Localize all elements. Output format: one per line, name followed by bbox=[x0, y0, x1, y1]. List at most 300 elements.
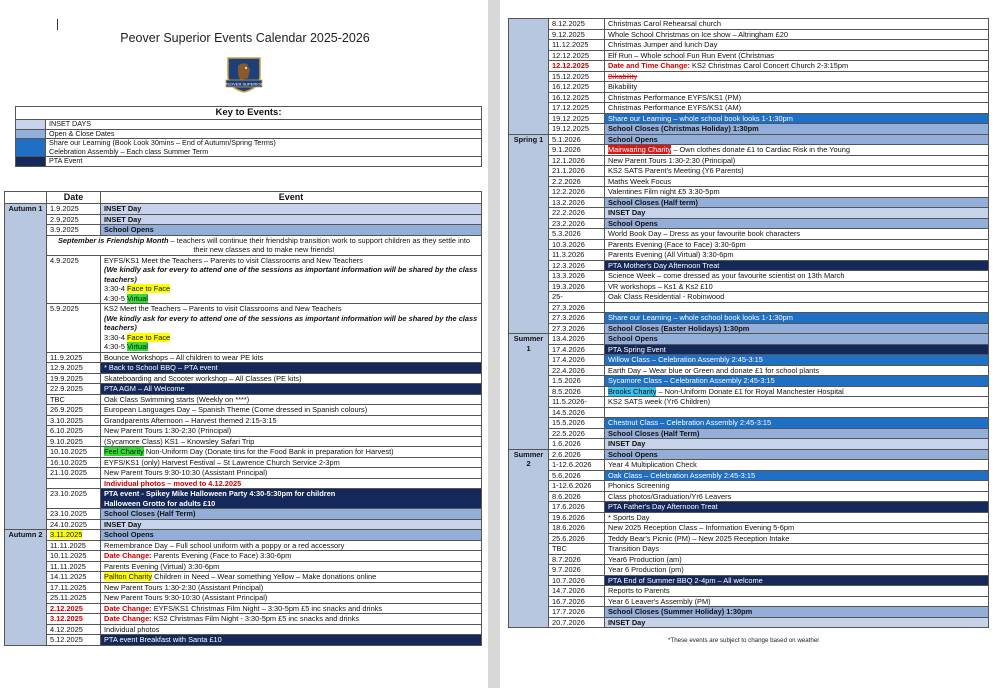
table-row bbox=[509, 71, 989, 82]
event-cell bbox=[605, 250, 989, 261]
event-cell bbox=[605, 40, 989, 51]
event-text: PTA Father's Day Afternoon Treat bbox=[608, 502, 718, 511]
table-row bbox=[509, 29, 989, 40]
table-row bbox=[5, 489, 482, 509]
event-text: EYFS/KS1 (only) Harvest Festival – St Lawrence Church Service 2-3pm bbox=[104, 457, 340, 467]
date-cell: 20.7.2026 bbox=[549, 617, 605, 628]
svg-text:PEOVER SUPERIOR: PEOVER SUPERIOR bbox=[224, 81, 264, 87]
session-time: 4:30-5 bbox=[104, 293, 128, 303]
event-cell bbox=[605, 617, 989, 628]
event-text: Bounce Workshops – All children to wear PE kits bbox=[104, 352, 264, 362]
page-title: Peover Superior Events Calendar 2025-2026 bbox=[120, 31, 370, 45]
event-cell bbox=[605, 460, 989, 471]
event-text: Parents Evening (All Virtual) 3:30-6pm bbox=[608, 250, 734, 259]
table-row bbox=[509, 355, 989, 366]
table-row bbox=[509, 103, 989, 114]
event-text: PTA Mother's Day Afternoon Treat bbox=[608, 260, 720, 270]
event-note: (We kindly ask for every to attend one of the sessions as important information will be shared by the class teachers) bbox=[104, 265, 478, 284]
event-cell bbox=[605, 29, 989, 40]
table-row bbox=[5, 457, 482, 468]
event-text: Christmas Performance EYFS/KS1 (PM) bbox=[608, 92, 742, 102]
event-text: Whole School Christmas on Ice show – Altringham £20 bbox=[608, 29, 788, 39]
date-cell: 9.10.2025 bbox=[47, 436, 101, 447]
table-row bbox=[509, 586, 989, 597]
event-text: * Back to School BBQ – PTA event bbox=[104, 363, 218, 372]
date-cell: 19.3.2026 bbox=[549, 281, 605, 292]
event-text: Parents Evening (Face to Face) 3:30-6pm bbox=[608, 239, 746, 249]
date-cell: 19.12.2025 bbox=[549, 124, 605, 135]
event-text: INSET Day bbox=[608, 617, 646, 627]
event-cell bbox=[101, 405, 482, 416]
date-cell: 21.10.2025 bbox=[47, 468, 101, 479]
event-cell bbox=[605, 271, 989, 282]
event-cell bbox=[605, 502, 989, 513]
event-cell bbox=[605, 607, 989, 618]
event-text: New Parent Tours 1:30-2:30 (Assistant Principal) bbox=[104, 582, 264, 592]
event-text: EYFS/KS1 Christmas Film Night – 3:30-5pm £5 inc snacks and drinks bbox=[151, 603, 383, 613]
date-highlight: 3.11.2025 bbox=[50, 530, 83, 539]
table-row bbox=[5, 214, 482, 225]
event-cell bbox=[605, 491, 989, 502]
event-cell bbox=[605, 386, 989, 397]
date-cell: 25.11.2025 bbox=[47, 593, 101, 604]
table-row bbox=[509, 176, 989, 187]
event-cell bbox=[605, 575, 989, 586]
table-row bbox=[509, 481, 989, 492]
table-row bbox=[5, 593, 482, 604]
date-cell: 17.4.2026 bbox=[549, 344, 605, 355]
event-text: Oak Class Swimming starts (Weekly on ****) bbox=[104, 394, 250, 404]
event-cell bbox=[101, 436, 482, 447]
event-text: Individual photos – moved to 4.12.2025 bbox=[104, 478, 242, 488]
date-cell: 17.12.2025 bbox=[549, 103, 605, 114]
date-cell: 4.12.2025 bbox=[47, 624, 101, 635]
table-row bbox=[509, 208, 989, 219]
event-cell bbox=[605, 313, 989, 324]
table-row bbox=[5, 426, 482, 437]
date-cell: 17.6.2026 bbox=[549, 502, 605, 513]
date-cell bbox=[47, 530, 101, 541]
table-row bbox=[509, 365, 989, 376]
event-cell bbox=[101, 478, 482, 489]
session-time: 4:30-5 bbox=[104, 342, 128, 351]
event-cell bbox=[605, 166, 989, 177]
event-text: INSET Day bbox=[104, 519, 142, 529]
date-cell: 5.9.2025 bbox=[47, 304, 101, 353]
event-text: New Parent Tours 9:30-10:30 (Assistant Principal) bbox=[104, 468, 268, 477]
event-text: Christmas Jumper and lunch Day bbox=[608, 40, 718, 49]
date-cell: 26.9.2025 bbox=[47, 405, 101, 416]
event-cell bbox=[605, 239, 989, 250]
event-text: New Parent Tours 1:30-2:30 (Principal) bbox=[104, 426, 232, 435]
table-row bbox=[5, 204, 482, 215]
event-text: Phonics Screening bbox=[608, 481, 670, 490]
charity-highlight: Mainwaring Charity bbox=[608, 145, 672, 154]
date-cell: 24.10.2025 bbox=[47, 519, 101, 530]
date-cell: 22.2.2026 bbox=[549, 208, 605, 219]
date-cell: 13.2.2026 bbox=[549, 197, 605, 208]
table-row bbox=[509, 134, 989, 145]
table-row bbox=[5, 572, 482, 583]
event-text: New Parent Tours 1:30-2:30 (Principal) bbox=[608, 155, 736, 165]
table-row bbox=[5, 255, 482, 304]
event-cell bbox=[605, 187, 989, 198]
event-text: School Opens bbox=[608, 134, 658, 144]
table-row bbox=[509, 271, 989, 282]
event-cell bbox=[101, 624, 482, 635]
event-cell bbox=[101, 593, 482, 604]
table-row bbox=[509, 292, 989, 303]
event-cell bbox=[605, 197, 989, 208]
date-cell: 15.12.2025 bbox=[549, 71, 605, 82]
event-text: (Sycamore Class) KS1 – Knowsley Safari Trip bbox=[104, 436, 255, 446]
event-text-struck: Bikability bbox=[608, 71, 638, 81]
event-cell bbox=[605, 50, 989, 61]
event-cell bbox=[605, 260, 989, 271]
event-text: Grandparents Afternoon – Harvest themed 2:15-3:15 bbox=[104, 415, 277, 425]
table-row bbox=[509, 554, 989, 565]
table-row bbox=[509, 565, 989, 576]
event-cell bbox=[101, 255, 482, 304]
date-cell: 17.7.2026 bbox=[549, 607, 605, 618]
event-text: INSET Day bbox=[104, 214, 142, 224]
table-row bbox=[509, 407, 989, 418]
date-cell: 22.5.2026 bbox=[549, 428, 605, 439]
date-cell: 11.11.2025 bbox=[47, 561, 101, 572]
date-cell: 23.10.2025 bbox=[47, 489, 101, 509]
table-row bbox=[5, 509, 482, 520]
date-cell: 5.12.2025 bbox=[47, 635, 101, 646]
event-cell bbox=[605, 397, 989, 408]
event-text: Individual photos bbox=[104, 624, 160, 634]
date-cell: 5.6.2026 bbox=[549, 470, 605, 481]
date-change-label: Date Change: bbox=[104, 551, 152, 560]
date-cell: 11.11.2025 bbox=[47, 540, 101, 551]
event-text: EYFS/KS1 Meet the Teachers – Parents to visit Classrooms and New Teachers bbox=[104, 255, 363, 265]
table-row bbox=[509, 19, 989, 30]
event-text: School Closes (Half Term) bbox=[104, 509, 196, 518]
event-cell bbox=[605, 71, 989, 82]
table-row bbox=[509, 544, 989, 555]
date-cell: 1.6.2026 bbox=[549, 439, 605, 450]
term-cell: Summer 1 bbox=[509, 334, 549, 450]
page-2 bbox=[500, 0, 997, 688]
date-cell: 9.1.2026 bbox=[549, 145, 605, 156]
event-cell bbox=[605, 407, 989, 418]
event-cell bbox=[605, 292, 989, 303]
date-cell: 14.11.2025 bbox=[47, 572, 101, 583]
date-cell: 12.2.2026 bbox=[549, 187, 605, 198]
table-row bbox=[5, 405, 482, 416]
event-note: (We kindly ask for every to attend one of the sessions as important information will be shared by the class teachers) bbox=[104, 313, 478, 332]
event-cell bbox=[101, 394, 482, 405]
date-cell: 2.9.2025 bbox=[47, 214, 101, 225]
date-cell: 12.1.2026 bbox=[549, 155, 605, 166]
table-row bbox=[509, 323, 989, 334]
table-row bbox=[5, 635, 482, 646]
event-cell bbox=[605, 145, 989, 156]
event-text: New Parent Tours 9:30-10:30 (Assistant Principal) bbox=[104, 593, 268, 602]
session-time: 3:30-4 bbox=[104, 332, 128, 342]
event-text-line2: Halloween Grotto for adults £10 bbox=[104, 498, 216, 508]
date-cell: 13.4.2026 bbox=[549, 334, 605, 345]
date-change-label: Date Change: bbox=[104, 603, 152, 613]
event-text: Skateboarding and Scooter workshop – All Classes (PE kits) bbox=[104, 373, 302, 383]
event-cell bbox=[605, 428, 989, 439]
event-cell bbox=[101, 426, 482, 437]
table-row bbox=[509, 113, 989, 124]
charity-highlight: Brooks Charity bbox=[608, 386, 657, 396]
event-text: School Closes (Half term) bbox=[608, 197, 698, 207]
date-cell: 16.10.2025 bbox=[47, 457, 101, 468]
date-cell: 22.9.2025 bbox=[47, 384, 101, 395]
event-text: KS2 Christmas Film Night - 3:30-5pm £5 inc snacks and drinks bbox=[151, 614, 360, 623]
event-cell bbox=[605, 176, 989, 187]
table-row bbox=[5, 304, 482, 353]
event-cell bbox=[605, 113, 989, 124]
event-cell bbox=[101, 457, 482, 468]
date-cell: 27.3.2026 bbox=[549, 302, 605, 313]
event-text: INSET Day bbox=[104, 204, 142, 213]
table-row bbox=[509, 260, 989, 271]
event-text: – Non-Uniform Donate £1 for Royal Manchester Hospital bbox=[656, 386, 844, 396]
event-cell bbox=[605, 565, 989, 576]
key-item: INSET DAYS bbox=[46, 120, 482, 130]
date-cell: 14.7.2026 bbox=[549, 586, 605, 597]
date-cell: 9.12.2025 bbox=[549, 29, 605, 40]
date-cell: 6.10.2025 bbox=[47, 426, 101, 437]
event-text: Children in Need – Wear something Yellow – Make donations online bbox=[152, 572, 377, 581]
event-text: Class photos/Graduation/Yr6 Leavers bbox=[608, 491, 732, 501]
charity-highlight: Pallton Charity bbox=[104, 572, 153, 581]
date-cell: 5.1.2026 bbox=[549, 134, 605, 145]
table-row bbox=[5, 519, 482, 530]
event-cell bbox=[605, 533, 989, 544]
table-row bbox=[509, 418, 989, 429]
date-cell: 21.1.2026 bbox=[549, 166, 605, 177]
term-cell: Summer 2 bbox=[509, 449, 549, 628]
event-cell bbox=[101, 519, 482, 530]
table-row bbox=[5, 530, 482, 541]
table-row bbox=[509, 512, 989, 523]
table-row bbox=[5, 561, 482, 572]
key-swatch-pta bbox=[16, 157, 46, 167]
event-text: KS2 Meet the Teachers – Parents to visit Classrooms and New Teachers bbox=[104, 304, 342, 313]
event-text: PTA End of Summer BBQ 2-4pm – All welcome bbox=[608, 575, 763, 585]
event-cell bbox=[605, 134, 989, 145]
date-cell: 12.12.2025 bbox=[549, 50, 605, 61]
event-text: Parents Evening (Virtual) 3:30-6pm bbox=[104, 561, 220, 571]
table-row bbox=[5, 468, 482, 479]
date-cell: 25- bbox=[549, 292, 605, 303]
table-row bbox=[5, 478, 482, 489]
note-lead: September is Friendship Month bbox=[58, 235, 169, 245]
event-cell bbox=[605, 376, 989, 387]
event-text: Bikability bbox=[608, 82, 638, 91]
table-row bbox=[509, 502, 989, 513]
term-cell bbox=[509, 19, 549, 135]
event-cell bbox=[605, 124, 989, 135]
table-row bbox=[5, 415, 482, 426]
event-text: KS2 Christmas Carol Concert Church 2-3:15pm bbox=[690, 61, 849, 70]
table-row bbox=[5, 624, 482, 635]
table-row bbox=[509, 344, 989, 355]
term-cell: Autumn 1 bbox=[5, 204, 47, 530]
date-cell: 11.9.2025 bbox=[47, 352, 101, 363]
table-row bbox=[509, 61, 989, 72]
event-text: School Closes (Half Term) bbox=[608, 428, 700, 438]
date-cell: 10.3.2026 bbox=[549, 239, 605, 250]
table-row bbox=[509, 449, 989, 460]
event-cell bbox=[101, 304, 482, 353]
table-row bbox=[509, 92, 989, 103]
event-text: VR workshops – Ks1 & Ks2 £10 bbox=[608, 281, 713, 291]
table-row bbox=[509, 617, 989, 628]
date-cell: 4.9.2025 bbox=[47, 255, 101, 304]
date-cell: 1-12.6.2026 bbox=[549, 481, 605, 492]
event-cell bbox=[605, 208, 989, 219]
date-cell: 1.5.2026 bbox=[549, 376, 605, 387]
date-cell: 8.5.2026 bbox=[549, 386, 605, 397]
date-column-header: Date bbox=[47, 192, 101, 204]
key-item: PTA Event bbox=[46, 157, 482, 167]
page-1 bbox=[0, 0, 488, 688]
event-cell bbox=[605, 61, 989, 72]
key-swatch-share bbox=[16, 139, 46, 157]
date-cell: 18.6.2026 bbox=[549, 523, 605, 534]
term-cell: Autumn 2 bbox=[5, 530, 47, 646]
date-cell: 27.3.2026 bbox=[549, 323, 605, 334]
date-cell: 16.12.2025 bbox=[549, 92, 605, 103]
event-text: INSET Day bbox=[608, 439, 646, 448]
table-row bbox=[509, 439, 989, 450]
event-text: School Closes (Christmas Holiday) 1:30pm bbox=[608, 124, 759, 133]
table-row bbox=[509, 239, 989, 250]
note-text: – teachers will continue their friendship transition work to support children as they settle into their new classes and to make new friends! bbox=[168, 235, 470, 254]
table-row bbox=[5, 447, 482, 458]
event-cell bbox=[605, 323, 989, 334]
date-cell: 3.10.2025 bbox=[47, 415, 101, 426]
date-cell: 12.3.2026 bbox=[549, 260, 605, 271]
event-cell bbox=[101, 214, 482, 225]
event-cell bbox=[101, 582, 482, 593]
event-cell bbox=[101, 561, 482, 572]
table-row bbox=[5, 363, 482, 374]
date-cell: TBC bbox=[549, 544, 605, 555]
event-text: Earth Day – Wear blue or Green and donate £1 for school plants bbox=[608, 365, 820, 375]
event-text: PTA event Breakfast with Santa £10 bbox=[104, 635, 222, 644]
event-cell bbox=[605, 92, 989, 103]
event-cell bbox=[101, 373, 482, 384]
key-swatch-open-close bbox=[16, 129, 46, 139]
event-text: Chestnut Class – Celebration Assembly 2:45-3:15 bbox=[608, 418, 772, 427]
key-title: Key to Events: bbox=[16, 107, 482, 120]
event-text: Parents Evening (Face to Face) 3:30-6pm bbox=[151, 551, 292, 560]
events-table-spring-summer bbox=[508, 18, 989, 628]
table-row bbox=[509, 313, 989, 324]
event-text: – Own clothes donate £1 to Cardiac Risk in the Young bbox=[671, 145, 850, 154]
event-cell bbox=[605, 523, 989, 534]
event-cell bbox=[605, 218, 989, 229]
event-cell bbox=[605, 449, 989, 460]
table-row bbox=[509, 229, 989, 240]
table-row bbox=[509, 40, 989, 51]
table-row bbox=[5, 235, 482, 255]
table-row bbox=[509, 523, 989, 534]
date-cell: 1.9.2025 bbox=[47, 204, 101, 215]
event-cell bbox=[101, 530, 482, 541]
event-text: New 2025 Reception Class – Information Evening 5-6pm bbox=[608, 523, 795, 532]
event-cell bbox=[101, 635, 482, 646]
table-row bbox=[5, 582, 482, 593]
event-text: Christmas Performance EYFS/KS1 (AM) bbox=[608, 103, 742, 112]
date-cell: 19.6.2026 bbox=[549, 512, 605, 523]
table-row bbox=[509, 491, 989, 502]
table-row bbox=[5, 352, 482, 363]
event-text: Year 4 Multiplication Check bbox=[608, 460, 697, 469]
event-text: Valentines Film night £5 3:30-5pm bbox=[608, 187, 720, 196]
event-cell bbox=[101, 540, 482, 551]
event-text: Year6 Production (am) bbox=[608, 554, 682, 564]
date-cell: 9.7.2026 bbox=[549, 565, 605, 576]
event-cell bbox=[101, 415, 482, 426]
event-text: Share our Learning – whole school book looks 1-1:30pm bbox=[608, 113, 793, 123]
table-row bbox=[509, 575, 989, 586]
date-cell: 19.12.2025 bbox=[549, 113, 605, 124]
date-cell: 3.9.2025 bbox=[47, 225, 101, 236]
event-cell bbox=[605, 82, 989, 93]
term-header-cell bbox=[5, 192, 47, 204]
event-text: Share our Learning – whole school book looks 1-1:30pm bbox=[608, 313, 793, 322]
event-cell bbox=[605, 481, 989, 492]
date-cell: 11.5.2026- bbox=[549, 397, 605, 408]
event-text: Reports to Parents bbox=[608, 586, 670, 595]
event-cell bbox=[605, 281, 989, 292]
date-cell: 16.12.2025 bbox=[549, 82, 605, 93]
event-cell bbox=[101, 572, 482, 583]
face-to-face-highlight: Face to Face bbox=[127, 284, 171, 293]
event-text: Remembrance Day – Full school uniform with a poppy or a red accessory bbox=[104, 540, 345, 550]
date-cell: 13.3.2026 bbox=[549, 271, 605, 282]
event-cell bbox=[101, 225, 482, 236]
event-cell bbox=[605, 302, 989, 313]
date-cell: 17.11.2025 bbox=[47, 582, 101, 593]
date-cell: 22.4.2026 bbox=[549, 365, 605, 376]
event-cell bbox=[605, 365, 989, 376]
date-cell bbox=[47, 478, 101, 489]
key-item: Open & Close Dates bbox=[46, 129, 482, 139]
table-row bbox=[509, 187, 989, 198]
table-row bbox=[5, 551, 482, 562]
event-text: School Opens bbox=[104, 225, 154, 234]
table-row bbox=[509, 302, 989, 313]
date-cell: 10.7.2026 bbox=[549, 575, 605, 586]
date-cell: 8.12.2025 bbox=[549, 19, 605, 30]
date-change-label: Date Change: bbox=[104, 614, 152, 623]
event-cell bbox=[605, 229, 989, 240]
event-text: Science Week – come dressed as your favourite scientist on 13th March bbox=[608, 271, 845, 280]
table-row bbox=[5, 394, 482, 405]
event-text: European Languages Day – Spanish Theme (Come dressed in Spanish colours) bbox=[104, 405, 368, 414]
table-row bbox=[509, 82, 989, 93]
table-row bbox=[509, 470, 989, 481]
event-cell bbox=[605, 596, 989, 607]
table-row bbox=[509, 607, 989, 618]
event-text: KS2 SATS Parent's Meeting (Y6 Parents) bbox=[608, 166, 744, 175]
table-row bbox=[509, 533, 989, 544]
date-cell: TBC bbox=[47, 394, 101, 405]
virtual-highlight: Virtual bbox=[127, 342, 148, 351]
